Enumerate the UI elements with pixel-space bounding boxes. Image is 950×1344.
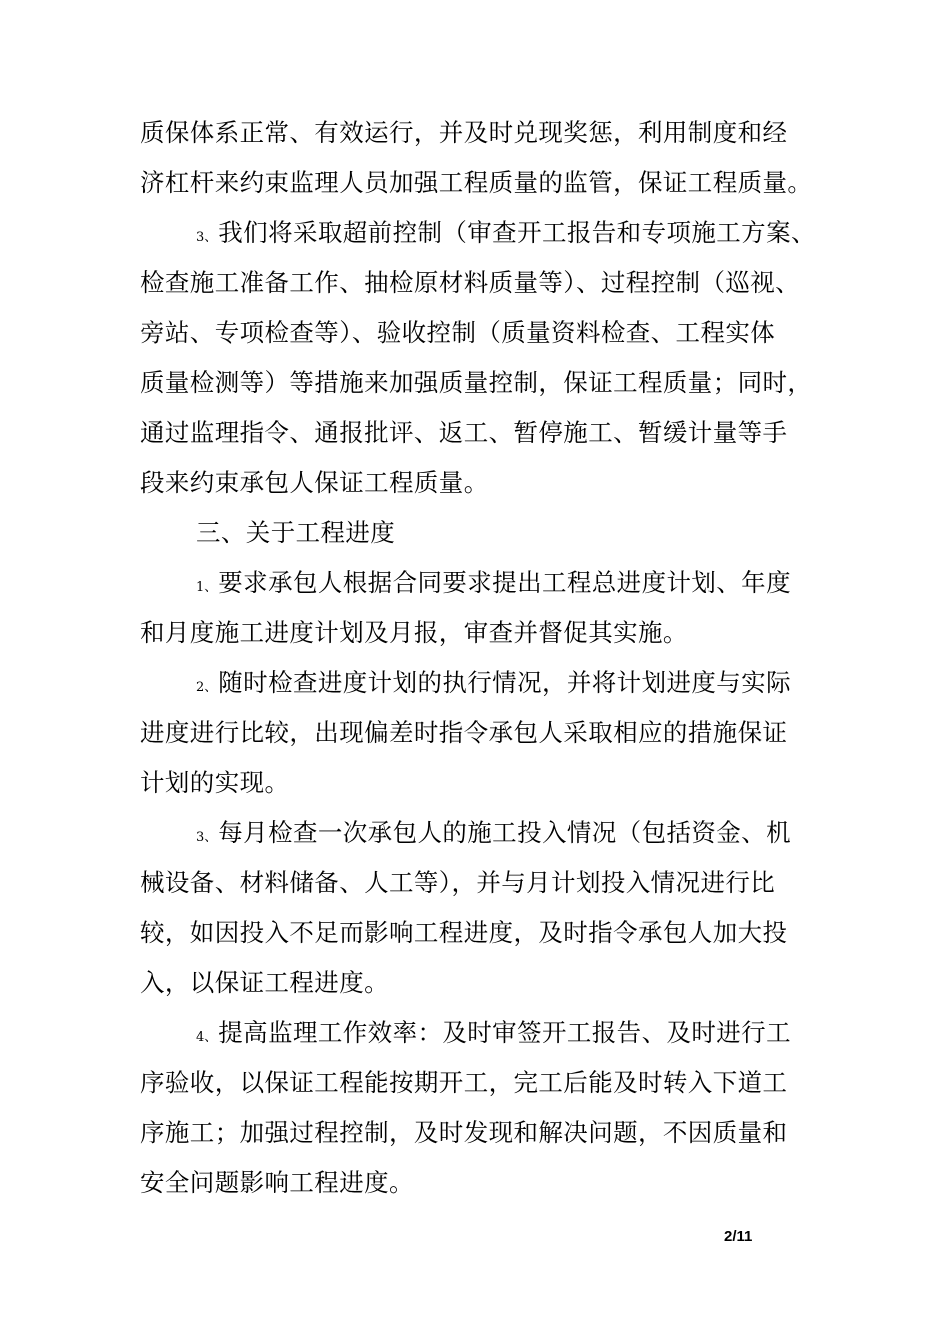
paragraph-line: 检查施工准备工作、抽检原材料质量等）、过程控制（巡视、 — [140, 268, 801, 297]
paragraph-line: 和月度施工进度计划及月报，审查并督促其实施。 — [140, 618, 688, 647]
paragraph-line: 械设备、材料储备、人工等），并与月计划投入情况进行比 — [140, 868, 776, 897]
paragraph-line: 较，如因投入不足而影响工程进度，及时指令承包人加大投 — [140, 918, 788, 947]
paragraph-line: 计划的实现。 — [140, 768, 290, 797]
paragraph-line: 4、提高监理工作效率：及时审签开工报告、及时进行工 — [196, 1018, 791, 1047]
paragraph-line: 通过监理指令、通报批评、返工、暂停施工、暂缓计量等手 — [140, 418, 788, 447]
paragraph-line: 3、每月检查一次承包人的施工投入情况（包括资金、机 — [196, 818, 791, 847]
paragraph-line: 济杠杆来约束监理人员加强工程质量的监管，保证工程质量。 — [140, 168, 813, 197]
item-number: 3、 — [196, 230, 218, 245]
paragraph-line: 入，以保证工程进度。 — [140, 968, 389, 997]
section-heading: 三、关于工程进度 — [196, 518, 396, 547]
item-number: 4、 — [196, 1030, 218, 1045]
item-number: 3、 — [196, 830, 218, 845]
item-number: 1、 — [196, 580, 218, 595]
paragraph-line: 质保体系正常、有效运行，并及时兑现奖惩，利用制度和经 — [140, 118, 788, 147]
paragraph-line: 序施工；加强过程控制，及时发现和解决问题，不因质量和 — [140, 1118, 788, 1147]
paragraph-line: 序验收，以保证工程能按期开工，完工后能及时转入下道工 — [140, 1068, 788, 1097]
paragraph-line: 进度进行比较，出现偏差时指令承包人采取相应的措施保证 — [140, 718, 788, 747]
paragraph-line: 段来约束承包人保证工程质量。 — [140, 468, 489, 497]
paragraph-line: 3、我们将采取超前控制（审查开工报告和专项施工方案、 — [196, 218, 816, 247]
page-number: 2/11 — [724, 1228, 753, 1245]
paragraph-line: 质量检测等）等措施来加强质量控制，保证工程质量；同时， — [140, 368, 813, 397]
paragraph-line: 安全问题影响工程进度。 — [140, 1168, 414, 1197]
paragraph-line: 2、随时检查进度计划的执行情况，并将计划进度与实际 — [196, 668, 791, 697]
item-number: 2、 — [196, 680, 218, 695]
paragraph-line: 旁站、专项检查等）、验收控制（质量资料检查、工程实体 — [140, 318, 776, 347]
paragraph-line: 1、要求承包人根据合同要求提出工程总进度计划、年度 — [196, 568, 791, 597]
